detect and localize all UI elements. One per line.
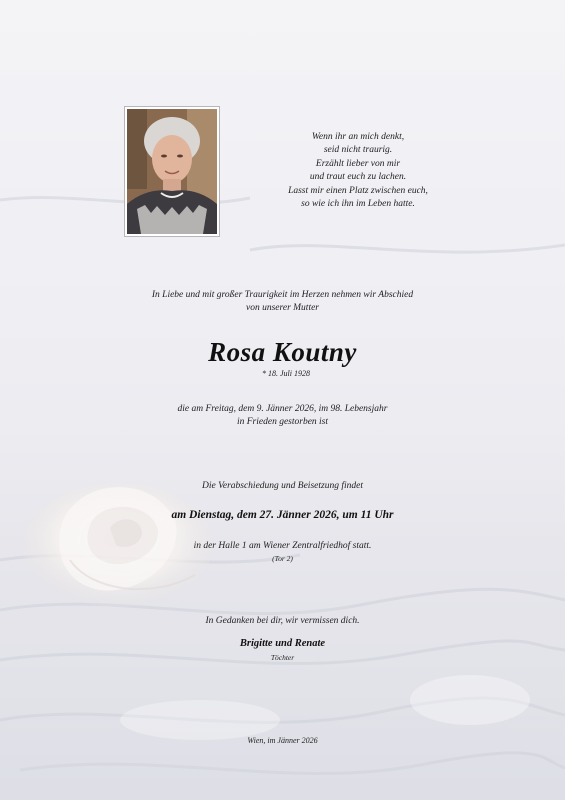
death-line-2: in Frieden gestorben ist bbox=[236, 416, 329, 427]
ceremony-date: am Dienstag, dem 27. Jänner 2026, um 11 Uhr bbox=[171, 509, 394, 521]
place-date: Wien, im Jänner 2026 bbox=[247, 736, 318, 745]
ceremony-gate: (Tor 2) bbox=[272, 554, 293, 563]
deceased-name: Rosa Koutny bbox=[208, 337, 357, 367]
farewell-text: In Gedanken bei dir, wir vermissen dich. bbox=[205, 616, 360, 626]
intro-line-2: von unserer Mutter bbox=[246, 302, 319, 313]
portrait-photo-icon bbox=[127, 109, 217, 234]
poem bbox=[258, 131, 458, 211]
poem-line: Lasst mir einen Platz zwischen euch, bbox=[288, 185, 428, 196]
poem-line: seid nicht traurig. bbox=[323, 145, 393, 156]
poem-line: Wenn ihr an mich denkt, bbox=[311, 132, 405, 142]
poem-line: und traut euch zu lachen. bbox=[309, 172, 407, 183]
death-text bbox=[0, 403, 565, 428]
mourners-relation: Töchter bbox=[270, 653, 295, 662]
death-line-1: die am Freitag, dem 9. Jänner 2026, im 98. Lebensjahr bbox=[177, 404, 388, 414]
poem-line: Erzählt lieber von mir bbox=[315, 158, 401, 169]
ceremony-place: in der Halle 1 am Wiener Zentralfriedhof statt. bbox=[193, 541, 372, 551]
intro-line-1: In Liebe und mit großer Traurigkeit im Herzen nehmen wir Abschied bbox=[151, 290, 414, 300]
intro-text bbox=[0, 289, 565, 314]
poem-line: so wie ich ihn im Leben hatte. bbox=[301, 199, 415, 210]
portrait-photo bbox=[124, 106, 220, 237]
mourners-names: Brigitte und Renate bbox=[239, 638, 326, 649]
birth-date: * 18. Juli 1928 bbox=[262, 369, 310, 378]
ceremony-intro: Die Verabschiedung und Beisetzung findet bbox=[202, 481, 363, 491]
